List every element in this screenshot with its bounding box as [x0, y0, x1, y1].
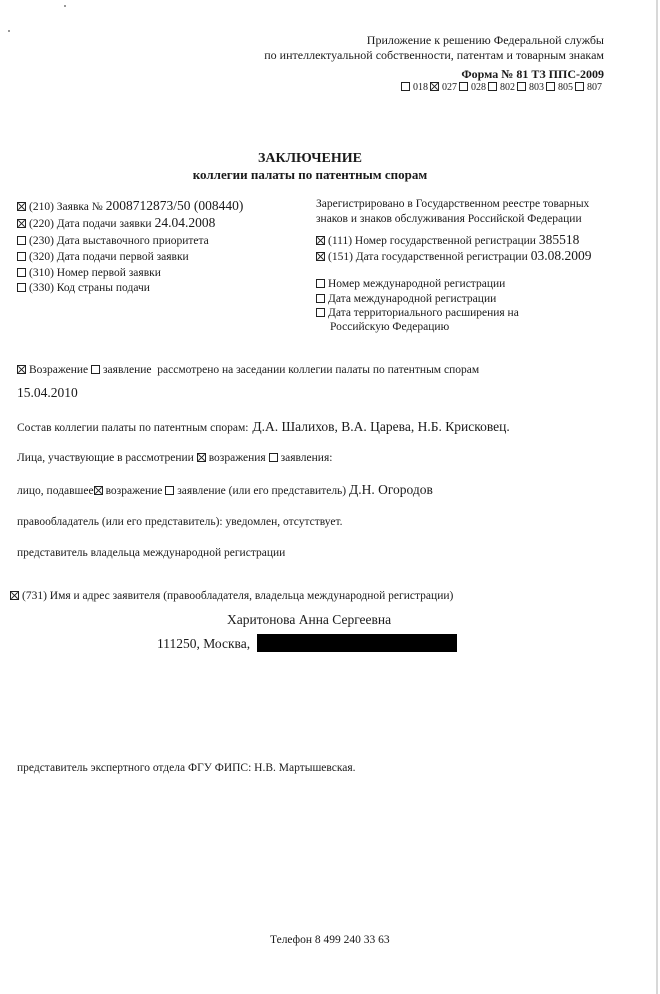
field-checkbox[interactable]	[316, 236, 325, 245]
field-value: 385518	[538, 232, 580, 247]
document-title: ЗАКЛЮЧЕНИЕ	[257, 151, 363, 166]
applicant-address: 111250, Москва,	[157, 636, 251, 651]
holder-line: правообладатель (или его представитель): уведомлен, отсутствует.	[17, 516, 343, 528]
filer-line	[17, 483, 433, 498]
consideration-date: 15.04.2010	[17, 385, 78, 400]
header-line-1: Приложение к решению Федеральной службы	[366, 33, 604, 47]
left-field-row	[17, 199, 243, 214]
objection-checkbox[interactable]	[17, 365, 26, 374]
applicant-label: (731) Имя и адрес заявителя (правообладателя, владельца международной регистрации)	[22, 590, 454, 602]
form-code-option	[459, 82, 486, 93]
form-code-option	[488, 82, 515, 93]
field-checkbox[interactable]	[17, 268, 26, 277]
filer-objection-checkbox[interactable]	[94, 486, 103, 495]
composition-line	[17, 418, 510, 436]
form-code-label: 805	[558, 82, 573, 93]
intl-field-line2: Российскую Федерацию	[330, 321, 450, 333]
field-label: Дата территориального расширения на	[328, 307, 519, 319]
form-code-option	[401, 82, 428, 93]
field-checkbox[interactable]	[316, 279, 325, 288]
participants-line	[17, 451, 332, 465]
filer-statement-label: заявление (или его представитель)	[177, 485, 347, 497]
expert-line: представитель экспертного отдела ФГУ ФИПС: Н.В. Мартышевская.	[17, 762, 356, 774]
field-checkbox[interactable]	[316, 308, 325, 317]
filer-name: Д.Н. Огородов	[349, 482, 433, 497]
registration-field-row	[316, 249, 591, 264]
left-field-row	[17, 266, 161, 280]
statement-checkbox[interactable]	[91, 365, 100, 374]
field-checkbox[interactable]	[17, 219, 26, 228]
participants-objection-label: возражения	[208, 452, 266, 464]
composition-members: Д.А. Шалихов, В.А. Царева, Н.Б. Крисковец.	[252, 419, 510, 434]
form-code-checkbox[interactable]	[459, 82, 468, 91]
registry-intro-2: знаков и знаков обслуживания Российской Федерации	[316, 213, 582, 225]
consideration-text: рассмотрено на заседании коллегии палаты по патентным спорам	[157, 364, 480, 376]
field-label: Дата международной регистрации	[328, 293, 497, 305]
scan-speck	[64, 5, 66, 7]
registry-intro-1: Зарегистрировано в Государственном реестре товарных	[316, 198, 590, 210]
field-value: 2008712873/50 (008440)	[105, 198, 244, 213]
form-label: Форма № 81 ТЗ ППС-2009	[461, 67, 604, 81]
field-checkbox[interactable]	[316, 252, 325, 261]
field-label: (111) Номер государственной регистрации	[328, 235, 536, 247]
applicant-line	[10, 589, 453, 603]
field-checkbox[interactable]	[316, 294, 325, 303]
field-label: (330) Код страны подачи	[29, 282, 150, 294]
applicant-name: Харитонова Анна Сергеевна	[227, 612, 392, 627]
form-code-label: 018	[413, 82, 428, 93]
form-code-option	[575, 82, 602, 93]
intl-field-row	[316, 306, 519, 320]
filer-objection-label: возражение	[105, 485, 163, 497]
field-label: Номер международной регистрации	[328, 278, 506, 290]
field-value: 24.04.2008	[154, 215, 216, 230]
scan-speck	[8, 30, 10, 32]
form-code-option	[430, 82, 457, 93]
left-field-row	[17, 234, 209, 248]
field-checkbox[interactable]	[17, 202, 26, 211]
field-label: (320) Дата подачи первой заявки	[29, 251, 189, 263]
form-codes	[401, 81, 604, 95]
form-code-checkbox[interactable]	[401, 82, 410, 91]
form-code-checkbox[interactable]	[546, 82, 555, 91]
form-code-label: 807	[587, 82, 602, 93]
registration-field-row	[316, 233, 579, 248]
footer-phone: Телефон 8 499 240 33 63	[270, 934, 390, 946]
form-code-label: 803	[529, 82, 544, 93]
intl-rep-line: представитель владельца международной регистрации	[17, 547, 286, 559]
field-checkbox[interactable]	[17, 283, 26, 292]
form-code-option	[546, 82, 573, 93]
statement-label: заявление	[103, 364, 152, 376]
form-code-label: 027	[442, 82, 457, 93]
form-code-checkbox[interactable]	[430, 82, 439, 91]
composition-label: Состав коллегии палаты по патентным спорам:	[17, 422, 249, 434]
field-label: (210) Заявка №	[29, 201, 103, 213]
participants-statement-label: заявления:	[280, 452, 333, 464]
participants-statement-checkbox[interactable]	[269, 453, 278, 462]
field-label: (230) Дата выставочного приоритета	[29, 235, 209, 247]
left-field-row	[17, 250, 189, 264]
intl-field-row	[316, 292, 496, 306]
participants-label: Лица, участвующие в рассмотрении	[17, 452, 194, 464]
applicant-checkbox[interactable]	[10, 591, 19, 600]
field-label: (310) Номер первой заявки	[29, 267, 161, 279]
consideration-line	[17, 363, 479, 377]
field-label: (220) Дата подачи заявки	[29, 218, 152, 230]
field-checkbox[interactable]	[17, 252, 26, 261]
left-field-row	[17, 281, 150, 295]
document-subtitle: коллегии палаты по патентным спорам	[192, 167, 428, 182]
page-edge-shadow	[656, 0, 658, 994]
header-line-2: по интеллектуальной собственности, патентам и товарным знакам	[264, 48, 604, 62]
filer-statement-checkbox[interactable]	[165, 486, 174, 495]
field-label: (151) Дата государственной регистрации	[328, 251, 528, 263]
intl-field-row	[316, 277, 505, 291]
form-code-checkbox[interactable]	[517, 82, 526, 91]
filer-label: лицо, подавшее	[17, 485, 94, 497]
field-value: 03.08.2009	[530, 248, 592, 263]
form-code-checkbox[interactable]	[488, 82, 497, 91]
form-code-option	[517, 82, 544, 93]
form-code-label: 028	[471, 82, 486, 93]
field-checkbox[interactable]	[17, 236, 26, 245]
participants-objection-checkbox[interactable]	[197, 453, 206, 462]
left-field-row	[17, 216, 215, 231]
redaction-bar	[257, 634, 457, 652]
objection-label: Возражение	[29, 364, 89, 376]
form-code-label: 802	[500, 82, 515, 93]
form-code-checkbox[interactable]	[575, 82, 584, 91]
